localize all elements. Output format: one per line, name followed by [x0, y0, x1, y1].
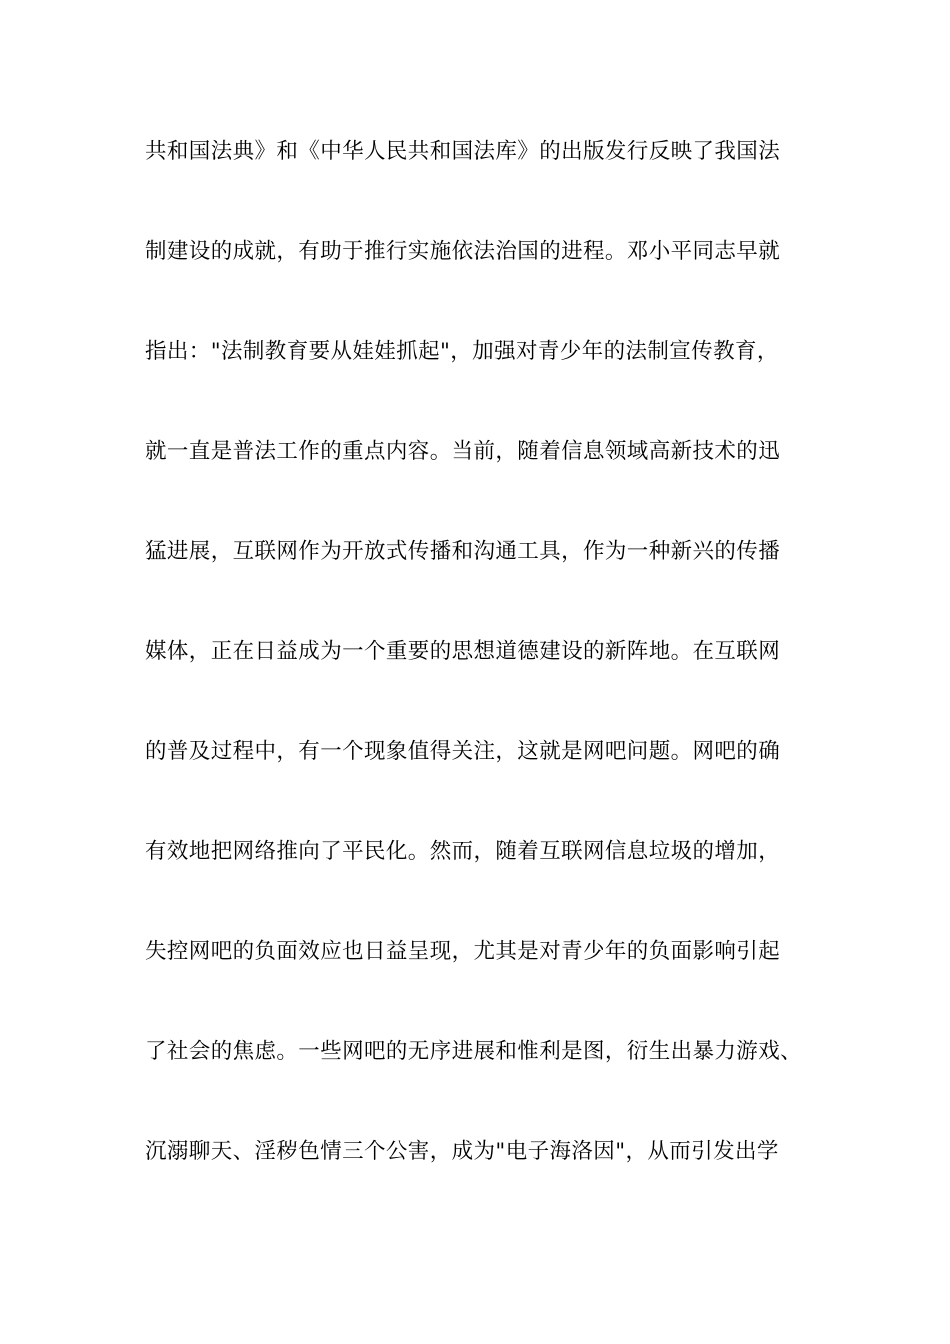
text-line-10: 了社会的焦虑。一些网吧的无序进展和惟利是图，衍生出暴力游戏、 — [145, 1039, 803, 1064]
text-line-1: 共和国法典》和《中华人民共和国法库》的出版发行反映了我国法 — [145, 139, 781, 164]
text-line-9: 失控网吧的负面效应也日益呈现，尤其是对青少年的负面影响引起 — [145, 939, 781, 964]
text-line-4: 就一直是普法工作的重点内容。当前，随着信息领域高新技术的迅 — [145, 439, 781, 464]
text-line-6: 媒体，正在日益成为一个重要的思想道德建设的新阵地。在互联网 — [145, 639, 781, 664]
text-line-5: 猛进展，互联网作为开放式传播和沟通工具，作为一种新兴的传播 — [145, 539, 781, 564]
text-line-11: 沉溺聊天、淫秽色情三个公害，成为"电子海洛因"，从而引发出学 — [145, 1139, 779, 1164]
text-line-2: 制建设的成就，有助于推行实施依法治国的进程。邓小平同志早就 — [145, 239, 781, 264]
text-line-8: 有效地把网络推向了平民化。然而，随着互联网信息垃圾的增加， — [145, 839, 781, 864]
text-line-3: 指出："法制教育要从娃娃抓起"，加强对青少年的法制宣传教育， — [145, 339, 779, 364]
text-line-7: 的普及过程中，有一个现象值得关注，这就是网吧问题。网吧的确 — [145, 739, 781, 764]
body-text — [145, 130, 845, 1230]
